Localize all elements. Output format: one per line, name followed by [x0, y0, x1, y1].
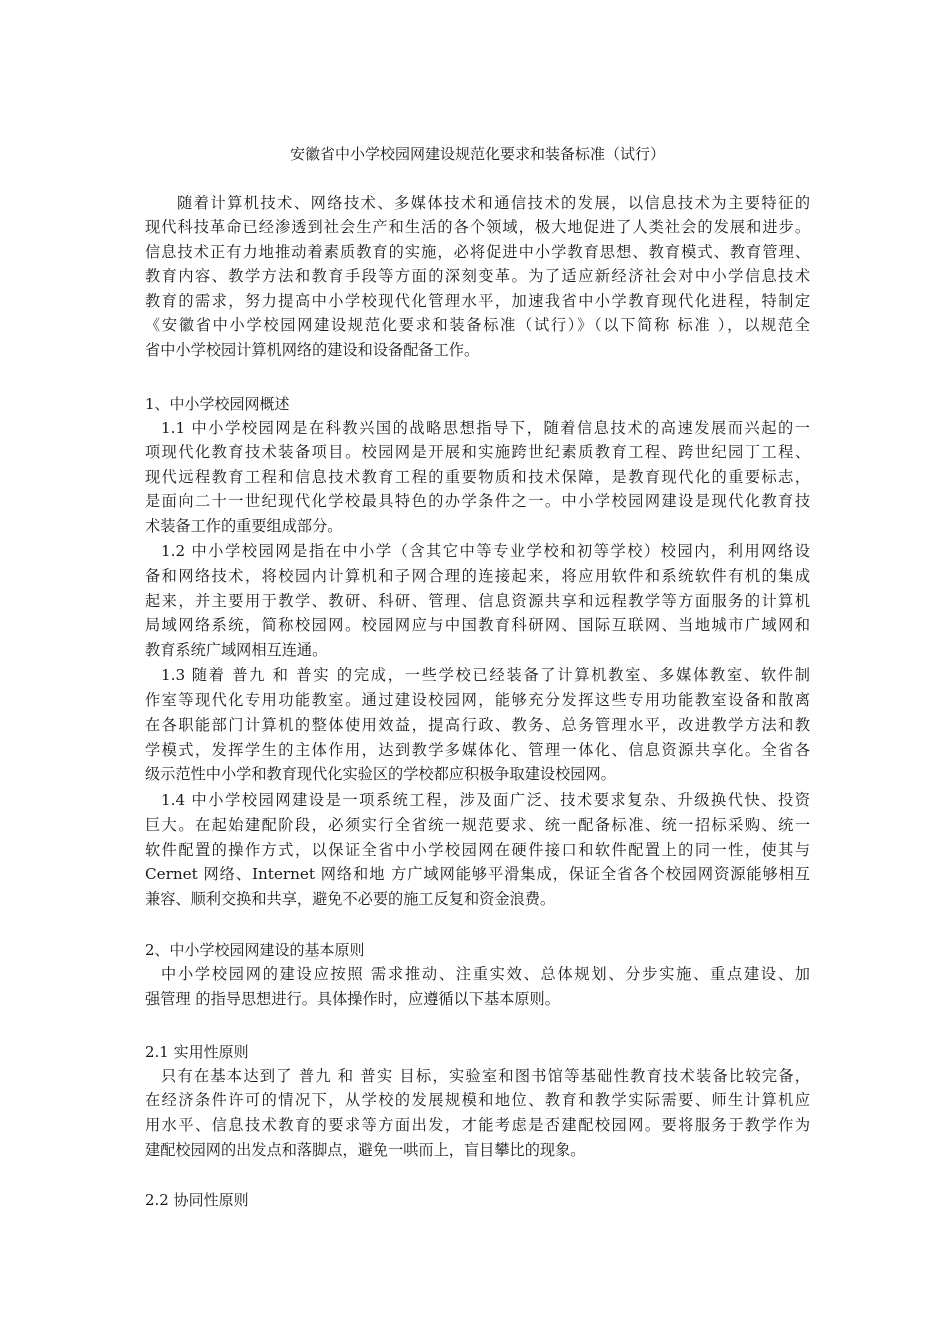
s2-1-line-3: 用水平、信息技术教育的要求等方面出发，才能考虑是否建配校园网。要将服务于教学作为: [145, 1116, 810, 1134]
intro-line-3: 信息技术正有力地推动着素质教育的实施，必将促进中小学教育思想、教育模式、教育管理、: [145, 243, 810, 261]
p1-3-line-1: 1.3 随着 普九 和 普实 的完成，一些学校已经装备了计算机教室、多媒体教室、软件制: [161, 666, 810, 684]
p1-1-line-4: 是面向二十一世纪现代化学校最具特色的办学条件之一。中小学校园网建设是现代化教育技: [145, 492, 810, 510]
section-2-1-heading: 2.1 实用性原则: [145, 1043, 249, 1061]
p1-2-line-5: 教育系统广域网相互连通。: [145, 641, 328, 659]
intro-line-6: 《安徽省中小学校园网建设规范化要求和装备标准（试行）》（以下简称 标准 ），以规范全: [145, 316, 810, 334]
p1-1-line-5: 术装备工作的重要组成部分。: [145, 517, 343, 535]
p1-3-line-2: 作室等现代化专用功能教室。通过建设校园网，能够充分发挥这些专用功能教室设备和散离: [145, 691, 810, 709]
p1-4-line-4: Cernet 网络、Internet 网络和地 方广域网能够平滑集成，保证全省各个校园网资源能够相互: [145, 865, 810, 883]
s2-1-line-4: 建配校园网的出发点和落脚点，避免一哄而上，盲目攀比的现象。: [145, 1141, 586, 1159]
p1-2-line-1: 1.2 中小学校园网是指在中小学（含其它中等专业学校和初等学校）校园内，利用网络设: [161, 542, 810, 560]
section-2-heading: 2、中小学校园网建设的基本原则: [145, 941, 365, 959]
p1-3-line-5: 级示范性中小学和教育现代化实验区的学校都应积极争取建设校园网。: [145, 765, 616, 783]
p1-3-line-3: 在各职能部门计算机的整体使用效益，提高行政、教务、总务管理水平，改进教学方法和教: [145, 716, 810, 734]
section-2-2-heading: 2.2 协同性原则: [145, 1191, 249, 1209]
intro-line-2: 现代科技革命已经渗透到社会生产和生活的各个领域，极大地促进了人类社会的发展和进步。: [145, 218, 810, 236]
p1-4-line-3: 软件配置的操作方式，以保证全省中小学校园网在硬件接口和软件配置上的同一性，使其与: [145, 841, 810, 859]
p1-4-line-5: 兼容、顺利交换和共享，避免不必要的施工反复和资金浪费。: [145, 890, 556, 908]
p1-4-line-1: 1.4 中小学校园网建设是一项系统工程，涉及面广泛、技术要求复杂、升级换代快、投资: [161, 791, 810, 809]
document-title: 安徽省中小学校园网建设规范化要求和装备标准（试行）: [289, 145, 665, 163]
p1-3-line-4: 学模式，发挥学生的主体作用，达到教学多媒体化、管理一体化、信息资源共享化。全省各: [145, 741, 810, 759]
p1-1-line-2: 项现代化教育技术装备项目。校园网是开展和实施跨世纪素质教育工程、跨世纪园丁工程、: [145, 443, 810, 461]
p1-2-line-2: 备和网络技术，将校园内计算机和子网合理的连接起来，将应用软件和系统软件有机的集成: [145, 567, 810, 585]
p1-4-line-2: 巨大。在起始建配阶段，必须实行全省统一规范要求、统一配备标准、统一招标采购、统一: [145, 816, 810, 834]
p1-1-line-1: 1.1 中小学校园网是在科教兴国的战略思想指导下，随着信息技术的高速发展而兴起的一: [161, 419, 810, 437]
intro-line-5: 教育的需求，努力提高中小学校现代化管理水平，加速我省中小学教育现代化进程，特制定: [145, 292, 810, 310]
s2-intro-line-2: 强管理 的指导思想进行。具体操作时，应遵循以下基本原则。: [145, 990, 560, 1008]
intro-line-1: 随着计算机技术、网络技术、多媒体技术和通信技术的发展，以信息技术为主要特征的: [177, 194, 810, 212]
section-1-heading: 1、中小学校园网概述: [145, 395, 290, 413]
p1-1-line-3: 现代远程教育工程和信息技术教育工程的重要物质和技术保障，是教育现代化的重要标志，: [145, 468, 810, 486]
p1-2-line-4: 局域网络系统，简称校园网。校园网应与中国教育科研网、国际互联网、当地城市广域网和: [145, 616, 810, 634]
intro-line-7: 省中小学校园计算机网络的建设和设备配备工作。: [145, 341, 480, 359]
s2-1-line-2: 在经济条件许可的情况下，从学校的发展规模和地位、教育和教学实际需要、师生计算机应: [145, 1091, 810, 1109]
p1-2-line-3: 起来，并主要用于教学、教研、科研、管理、信息资源共享和远程教学等方面服务的计算机: [145, 592, 810, 610]
s2-intro-line-1: 中小学校园网的建设应按照 需求推动、注重实效、总体规划、分步实施、重点建设、加: [161, 965, 810, 983]
s2-1-line-1: 只有在基本达到了 普九 和 普实 目标，实验室和图书馆等基础性教育技术装备比较完备，: [161, 1067, 810, 1085]
intro-line-4: 教育内容、教学方法和教育手段等方面的深刻变革。为了适应新经济社会对中小学信息技术: [145, 267, 810, 285]
